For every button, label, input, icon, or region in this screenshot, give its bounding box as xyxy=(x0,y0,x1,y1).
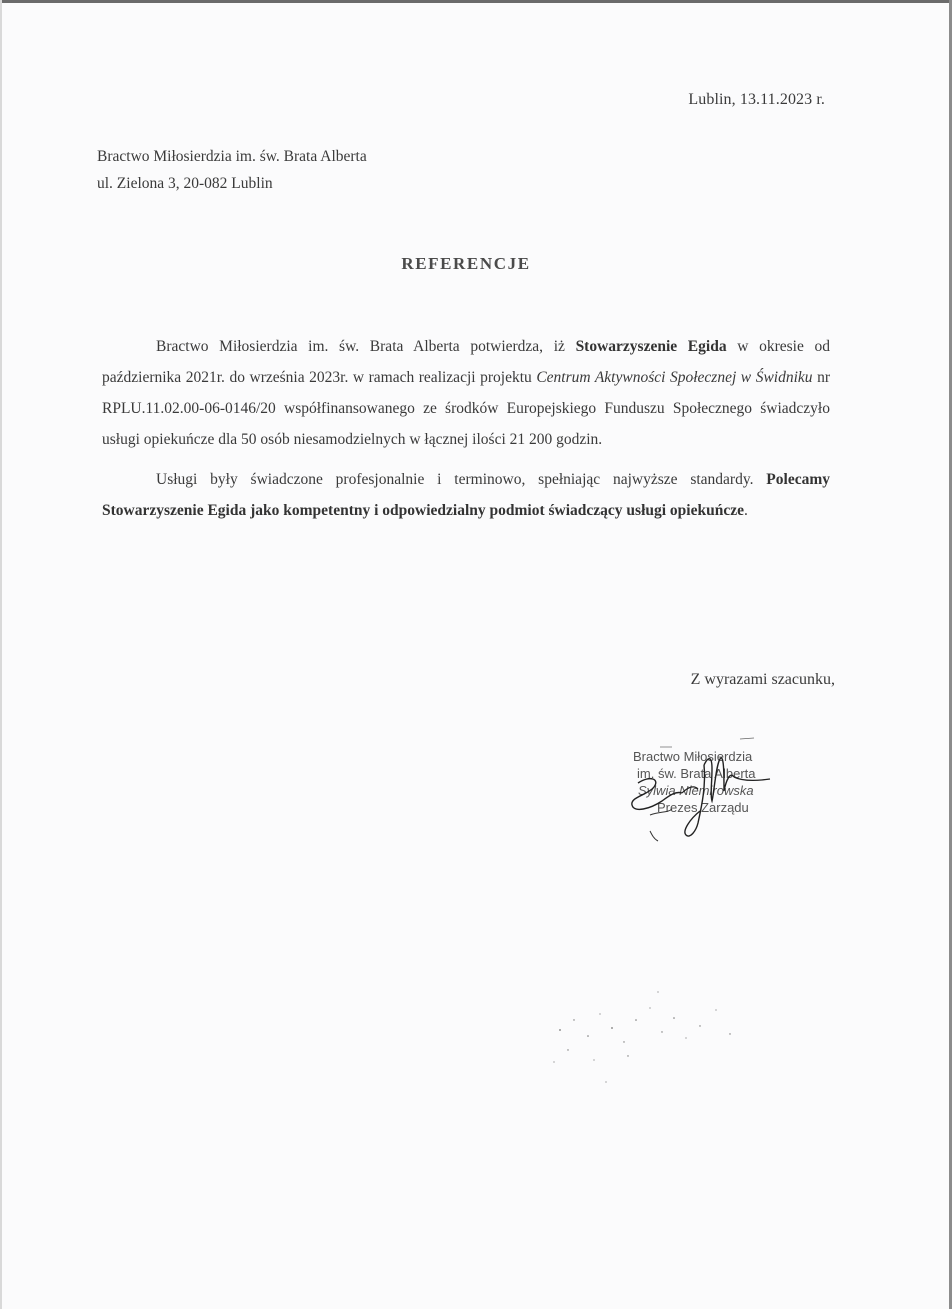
paragraph-2-recommendation: Polecamy Stowarzyszenie Egida jako kompetentny i odpowiedzialny podmiot świadczący usługi opiekuńcze xyxy=(102,471,830,519)
handwritten-signature xyxy=(620,735,800,845)
document-title: REFERENCJE xyxy=(401,254,531,273)
sender-address: ul. Zielona 3, 20-082 Lublin xyxy=(97,175,273,192)
paragraph-2-end: . xyxy=(744,502,748,519)
sender-block xyxy=(97,143,367,197)
paragraph-1-project: Centrum Aktywności Społecznej w Świdniku xyxy=(536,369,813,386)
document-date: Lublin, 13.11.2023 r. xyxy=(688,91,825,108)
scan-speckles xyxy=(540,990,770,1090)
stamp-line-role: Prezes Zarządu xyxy=(657,800,749,815)
paragraph-1 xyxy=(102,331,830,455)
paragraph-2 xyxy=(102,464,830,526)
closing-phrase: Z wyrazami szacunku, xyxy=(690,671,835,688)
paragraph-1-mid: w okresie od października 2021r. do września 2023r. w ramach realizacji projektu xyxy=(102,338,831,386)
paragraph-1-rest: nr RPLU.11.02.00-06-0146/20 współfinansowanego ze środków Europejskiego Funduszu Społecznego świadczyło usługi opiekuńcze dla 50 osób niesamodzielnych w łącznej ilości 21 200 godzin. xyxy=(102,369,830,448)
document-body xyxy=(102,331,830,526)
paragraph-2-text: Usługi były świadczone profesjonalnie i terminowo, spełniając najwyższe standardy. xyxy=(156,471,767,488)
paragraph-1-organization: Stowarzyszenie Egida xyxy=(575,338,727,355)
scan-edge-top xyxy=(0,0,952,3)
sender-name: Bractwo Miłosierdzia im. św. Brata Alberta xyxy=(97,148,367,165)
stamp-line-person: Sylwia Niemirowska xyxy=(638,783,754,798)
stamp-line-patron: im. św. Brata Alberta xyxy=(637,766,756,781)
scan-edge-left xyxy=(0,0,2,1309)
paragraph-1-intro: Bractwo Miłosierdzia im. św. Brata Alberta potwierdza, iż xyxy=(156,338,576,355)
stamp-line-organization: Bractwo Miłosierdzia xyxy=(633,749,753,764)
